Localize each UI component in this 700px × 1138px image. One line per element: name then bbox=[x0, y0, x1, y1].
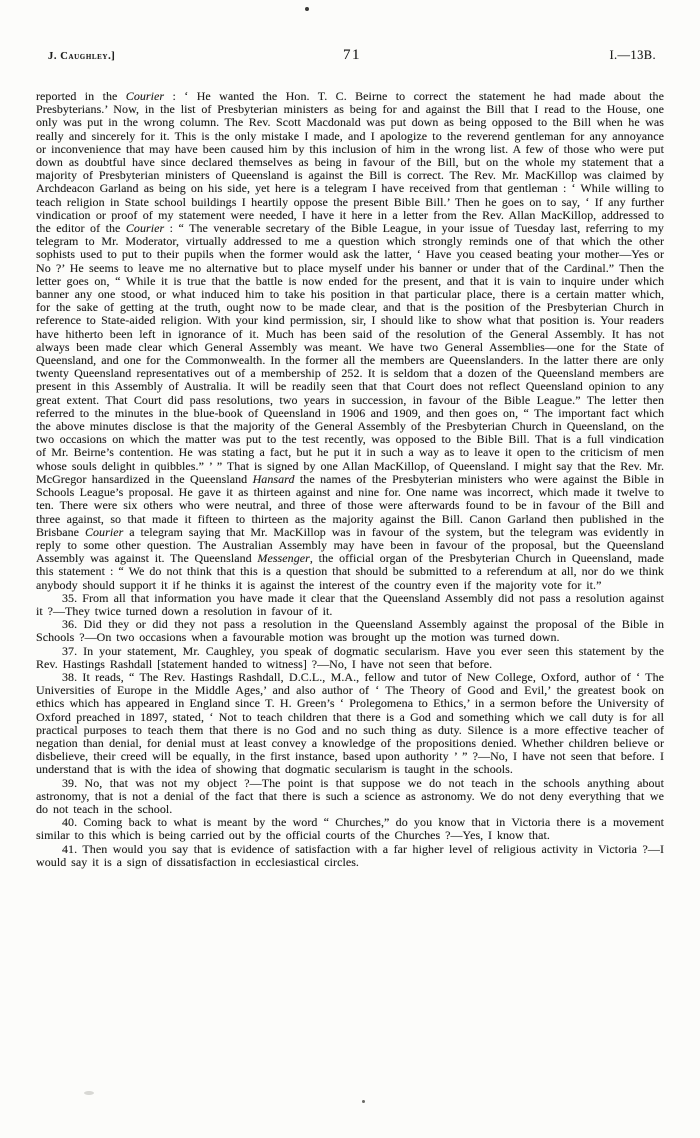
italic-text-run: Messenger bbox=[257, 551, 310, 566]
scan-artifact-dot-bottom bbox=[362, 1100, 365, 1103]
qa-paragraph-40 bbox=[36, 816, 664, 842]
italic-text-run: Courier bbox=[125, 221, 165, 236]
text-run: reported in the bbox=[36, 89, 126, 103]
continuation-paragraph bbox=[36, 90, 664, 592]
text-run: 39. No, that was not my object ?—The point is that suppose we do not teach in the schools anything about astronomy, that is not a denial of the fact that there is such a science as astronomy. We do not deny everything that we do not teach in the school. bbox=[36, 775, 664, 816]
page-number: 71 bbox=[343, 47, 361, 63]
body-text bbox=[36, 90, 664, 869]
text-run: a telegram saying that Mr. MacKillop was in favour of the system, but the telegram was evidently in reply to some other question. The Australian Assembly may have been in favour of the proposal, but the Queensland Assembly was against it. The Queensland bbox=[36, 524, 664, 566]
qa-paragraph-37 bbox=[36, 645, 664, 671]
qa-paragraph-36 bbox=[36, 618, 664, 644]
qa-paragraph-39 bbox=[36, 777, 664, 817]
text-run: the names of the Presbyterian ministers who were against the Bible in Schools League’s proposal. He gave it as thirteen against and nine for. One name was incorrect, which made it twelve to ten. There were six others who were neutral, and three of those were afterwards found to be in favour of the Bill and three against, so that made it fifteen to thirteen as the majority against the Bill. Canon Garland then published in the Brisbane bbox=[36, 471, 664, 539]
witness-name: J. Caughley.] bbox=[48, 51, 116, 62]
text-run: 37. In your statement, Mr. Caughley, you speak of dogmatic secularism. Have you ever seen this statement by the Rev. Hastings Rashdall [statement handed to witness] ?—No, I have not seen that before. bbox=[36, 643, 664, 671]
text-run: 35. From all that information you have made it clear that the Queensland Assembly did not pass a resolution against it ?—They twice turned down a resolution in favour of it. bbox=[36, 590, 664, 618]
text-run: , the official organ of the Presbyterian Church in Queensland, made this statement : “ We do not think that this is a question that should be submitted to a referendum at all, nor do we think anybody should support it if he thinks it is against the interest of the country even if the majority vote for it.” bbox=[36, 551, 664, 592]
paper-reference: I.—13B. bbox=[609, 48, 656, 62]
text-run: 40. Coming back to what is meant by the word “ Churches,” do you know that in Victoria there is a movement similar to this which is being carried out by the official courts of the Churches ?—Yes, I know that. bbox=[36, 815, 664, 843]
text-run: : “ The venerable secretary of the Bible League, in your issue of Tuesday last, referring to my telegram to Mr. Moderator, virtually addressed to me a question which strongly reminds one of that which the other sophists used to put to their pupils when the former would ask the latter, ‘ Have you ceased beating your mother—Yes or No ?’ He seems to leave me no alternative but to place myself under his banner or under that of the Cardinal.” Then the letter goes on, “ While it is true that the battle is now ended for the present, and that it is vain to inquire under which banner any one stood, or what induced him to take his position in that particular place, there is a certain matter which, for the sake of getting at the truth, ought now to be made clear, and that is the position of the Presbyterian Church in reference to State-aided religion. With your kind permission, sir, I should like to show what that position is. Your readers have hitherto been left in ignorance of it. Much has been said of the resolution of the General Assembly. It has not always been made clear which General Assembly was meant. We have two General Assemblies—one for the State of Queensland, and one for the Commonwealth. In the former all the members are Queenslanders. In the latter there are only twenty Queensland representatives out of a membership of 252. It is seldom that a dozen of the Queensland members are present in this Assembly of Australia. It will be readily seen that that Court does not reflect Queensland opinion to any great extent. That Court did pass resolutions, two years in succession, in favour of the Bible League.” The letter then referred to the minutes in the blue-book of Queensland in 1906 and 1909, and then goes on, “ The important fact which the above minutes disclose is that the majority of the General Assembly of the Presbyterian Church in Queensland, on the two occasions on which the matter was put to the test recently, was opposed to the Bible Bill. That is a full vindication of Mr. Beirne’s contention. He was stating a fact, but he put it in such a way as to leave it open to the criticism of men whose souls delight in quibbles.” ’ ” That is signed by one Allan MacKillop, of Queensland. I might say that the Rev. Mr. McGregor hansardized in the Queensland bbox=[36, 221, 664, 486]
text-run: : ‘ He wanted the Hon. T. C. Beirne to correct the statement he had made about the Presbyterians.’ Now, in the list of Presbyterian ministers as being for and against the Bill that I read to the House, one only was put in the wrong column. The Rev. Scott Macdonald was put down as being opposed to the Bill when he was really and sincerely for it. This is the only mistake I made, and I apologize to the reverend gentleman for any annoyance or inconvenience that may have been caused him by this inclusion of him in the wrong list. A few of those who were put down as doubtful have since declared themselves as being in favour of the Bill, but on the whole my statement that a majority of Presbyterian ministers of Queensland is against the Bill is correct. The Rev. Mr. MacKillop was claimed by Archdeacon Garland as being on his side, yet here is a telegram I have received from that gentleman : ‘ While willing to teach religion in State school buildings I heartily oppose the present Bible Bill.’ Then he goes on to say, ‘ If any further vindication or proof of my statement were needed, I have it here in a letter from the Rev. Allan MacKillop, addressed to the editor of the bbox=[36, 89, 664, 236]
qa-paragraph-35 bbox=[36, 592, 664, 618]
qa-paragraph-41 bbox=[36, 843, 664, 869]
scan-artifact-smudge bbox=[84, 1091, 94, 1095]
scan-artifact-dot-top bbox=[305, 7, 309, 11]
italic-text-run: Courier bbox=[84, 524, 124, 539]
text-run: 41. Then would you say that is evidence of satisfaction with a far higher level of religious activity in Victoria ?—I would say it is a sign of dissatisfaction in ecclesiastical circles. bbox=[36, 841, 664, 869]
italic-text-run: Hansard bbox=[252, 471, 295, 486]
text-run: 36. Did they or did they not pass a resolution in the Queensland Assembly against the proposal of the Bible in Schools ?—On two occasions when a favourable motion was brought up the motion was turned down. bbox=[36, 617, 664, 645]
qa-paragraph-38 bbox=[36, 671, 664, 777]
text-run: 38. It reads, “ The Rev. Hastings Rashdall, D.C.L., M.A., fellow and tutor of New College, Oxford, author of ‘ The Universities of Europe in the Middle Ages,’ and also author of ‘ The Theory of Good and Evil,’ the greatest book on ethics which has appeared in England since T. H. Green’s ‘ Prolegomena to Ethics,’ in a sermon before the University of Oxford preached in 1897, stated, ‘ Not to teach children that there is a God and something which we call duty is for all practical purposes to teach them that there is no God and no such thing as duty. Silence is a more effective teacher of negation than denial, for denial must at least convey a knowledge of the propositions denied. Whether children believe or disbelieve, their creed will be equally, in the first instance, based upon authority ’ ” ?—No, I have not seen that before. I understand that is with the idea of showing that dogmatic secularism is taught in the schools. bbox=[36, 669, 664, 777]
italic-text-run: Courier bbox=[125, 89, 165, 103]
page-header bbox=[48, 47, 656, 64]
